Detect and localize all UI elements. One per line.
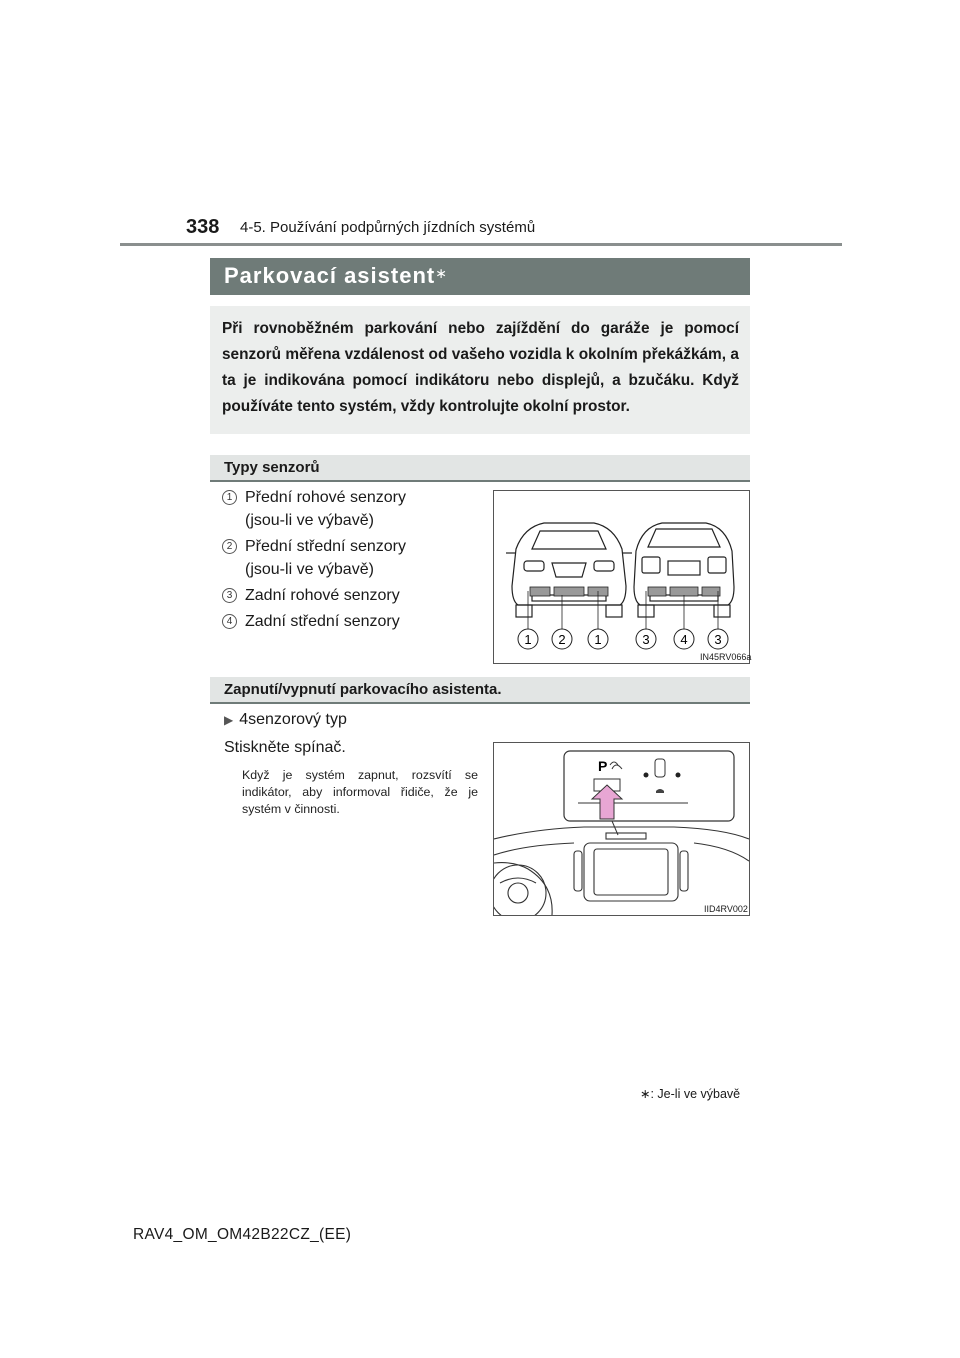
number-circle-icon: 1: [222, 490, 237, 505]
sensor-types-heading-bar: [210, 455, 750, 482]
switch-heading: Zapnutí/vypnutí parkovacího asistenta.: [224, 681, 502, 698]
intro-box: Při rovnoběžném parkování nebo zajíždění do garáže je pomocí senzorů měřena vzdálenost od vašeho vozidla k okolním překážkám, a ta je indikována pomocí indikátoru nebo displejů, a bzučáku. Když používáte tento systém, vždy kontrolujte okolní prostor.: [210, 306, 750, 434]
dashboard-switch-figure: [493, 742, 750, 916]
list-item-subtext: (jsou-li ve výbavě): [245, 512, 374, 529]
section-title: [224, 263, 448, 289]
section-title-bar: [210, 258, 750, 295]
list-item-text: Zadní rohové senzory: [245, 587, 400, 604]
callout-label: 3: [642, 632, 650, 647]
availability-star-icon: ∗: [435, 265, 448, 281]
section-title-text: Parkovací asistent: [224, 263, 436, 288]
switch-heading-bar: [210, 677, 750, 704]
list-item-text: Přední rohové senzory: [245, 489, 406, 506]
list-item: [222, 535, 406, 581]
figure-code: IID4RV002: [704, 904, 748, 914]
header-divider: [120, 243, 842, 246]
figure-code: IN45RV066a: [700, 652, 752, 662]
subtype-label: [224, 711, 347, 729]
sensor-location-figure: [493, 490, 750, 664]
callout-leader-lines: [528, 591, 718, 629]
number-circle-icon: 2: [222, 539, 237, 554]
availability-footnote: [640, 1086, 740, 1101]
callout-label: 1: [594, 632, 602, 647]
sensor-types-heading: Typy senzorů: [224, 459, 320, 476]
chapter-title: 4-5. Používání podpůrných jízdních systémů: [240, 219, 536, 236]
rear-sensor-zones: [648, 587, 720, 596]
callout-label: 4: [680, 632, 688, 647]
callout-label: 2: [558, 632, 566, 647]
callout-circles: [518, 629, 728, 649]
list-item: [222, 486, 406, 532]
parking-p-icon: P: [598, 758, 608, 774]
instruction-text: Stiskněte spínač.: [224, 739, 346, 756]
list-item-text: Přední střední senzory: [245, 538, 406, 555]
car-sensors-illustration: [494, 491, 752, 663]
dashboard-outline: [494, 827, 749, 915]
footnote-text: : Je-li ve výbavě: [650, 1087, 741, 1101]
callout-label: 1: [524, 632, 532, 647]
number-circle-icon: 4: [222, 614, 237, 629]
dashboard-illustration: [494, 743, 749, 915]
indicator-dot-icon: [644, 773, 649, 778]
switch-panel-zoom: [564, 751, 734, 821]
front-sensor-zones: [530, 587, 608, 596]
list-item-text: Zadní střední senzory: [245, 613, 400, 630]
page-number: 338: [186, 216, 220, 238]
subtype-text: 4senzorový typ: [239, 711, 347, 728]
note-text: Když je systém zapnut, rozsvítí se indikátor, aby informoval řidiče, že je systém v činnosti.: [242, 768, 478, 816]
callout-label: 3: [714, 632, 722, 647]
list-item-subtext: (jsou-li ve výbavě): [245, 561, 374, 578]
car-top-view-icon: [655, 759, 665, 777]
number-circle-icon: 3: [222, 588, 237, 603]
list-item: [222, 584, 400, 607]
triangle-bullet-icon: ▶: [224, 713, 234, 727]
indicator-dot-icon: [676, 773, 681, 778]
list-item: [222, 610, 400, 633]
document-code: RAV4_OM_OM42B22CZ_(EE): [133, 1226, 352, 1243]
footnote-star-icon: ∗: [640, 1087, 651, 1101]
front-car-icon: [506, 523, 632, 617]
